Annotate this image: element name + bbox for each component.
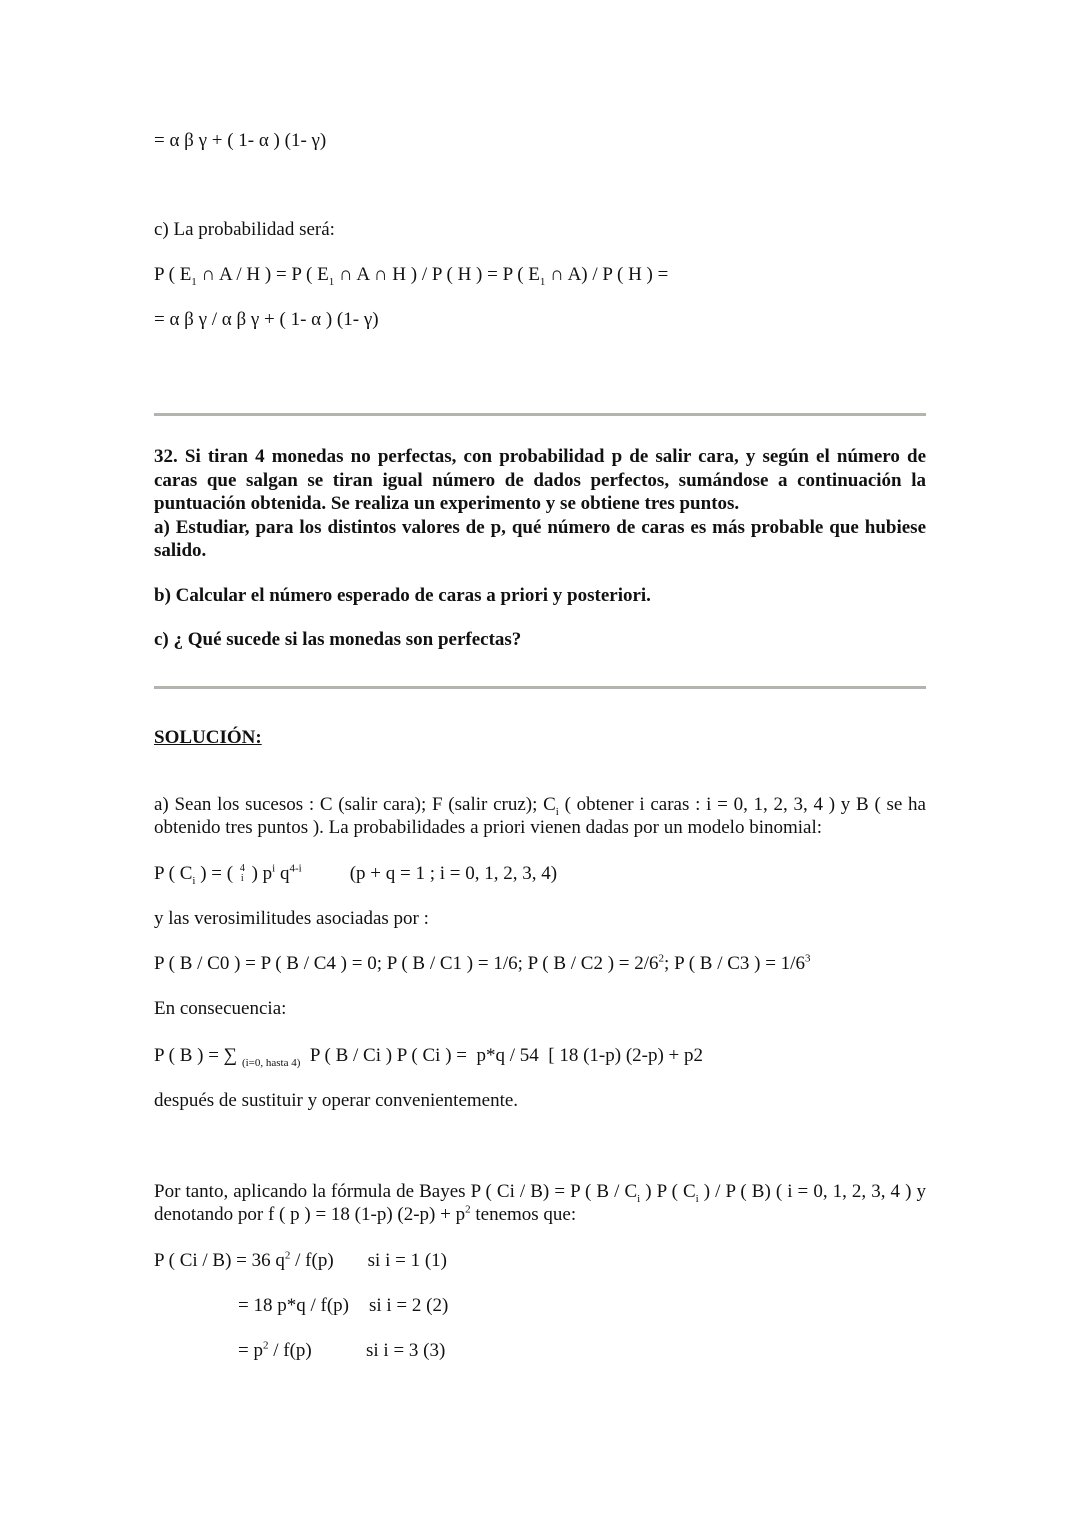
divider	[154, 413, 926, 416]
likelihood-values: P ( B / C0 ) = P ( B / C4 ) = 0; P ( B / C1 ) = 1/6; P ( B / C2 ) = $2/6^2$; P ( B / C3 ) = $1/6^3$	[154, 952, 811, 974]
equation-line: = α β γ + ( 1- α ) (1- γ)	[154, 130, 327, 151]
prior-formula: P ( $C_i$ ) = ( 4 i ) $p^i$ $q^{4-i}$ (p + q = 1 ; i = 0, 1, 2, 3, 4)	[154, 862, 558, 887]
binomial-coefficient: 4 i	[239, 863, 245, 885]
solution-heading: SOLUCIÓN:	[154, 726, 262, 748]
solution-a-intro: a) Sean los sucesos : C (salir cara); F (salir cruz); $C_i$ ( obtener i caras : i = 0, 1, 2, 3, 4 ) y B ( se ha obtenido tres puntos ). La probabilidades a priori vienen dadas por un modelo binomial:	[154, 793, 926, 838]
likelihood-intro: y las verosimilitudes asociadas por :	[154, 907, 429, 929]
conditional-probability-equation: P ( $E_1$ ∩ A / H ) = P ( $E_1$ ∩ A ∩ H ) / P ( H ) = P ( $E_1$ ∩ A) / P ( H ) =	[154, 264, 669, 288]
problem-statement: 32. Si tiran 4 monedas no perfectas, con probabilidad p de salir cara, y según el número de caras que salgan se tiran igual número de dados perfectos, sumándose a continuación la puntuación obtenida. Se realiza un experimento y se obtiene tres puntos. a) Estudiar, para los distintos valores de p, qué número de caras es más probable que hubiese salido.	[154, 446, 926, 561]
part-c-intro: c) La probabilidad será:	[154, 219, 335, 240]
posterior-row: = 18 p*q / f(p) si i = 2 (2)	[238, 1294, 449, 1316]
posterior-row: = $p^2 / f(p)$ si i = 3 (3)	[238, 1339, 446, 1361]
consequence-label: En consecuencia:	[154, 997, 287, 1019]
equation-result: = α β γ / α β γ + ( 1- α ) (1- γ)	[154, 309, 379, 330]
posterior-row: P ( Ci / B) = 36 $q^2 / f(p)$ si i = 1 (1)	[154, 1249, 447, 1271]
problem-part-c: c) ¿ Qué sucede si las monedas son perfectas?	[154, 628, 522, 650]
substitution-note: después de sustituir y operar convenientemente.	[154, 1089, 519, 1111]
problem-part-b: b) Calcular el número esperado de caras a priori y posteriori.	[154, 584, 651, 606]
total-probability-formula: P ( B ) = ∑ $_{(i=0, hasta 4)}$ P ( B / Ci ) P ( Ci ) = p*q / 54 [ 18 (1-p) (2-p) + p2	[154, 1044, 704, 1069]
bayes-paragraph: Por tanto, aplicando la fórmula de Bayes P ( Ci / B) = P ( B / $C_i$ ) P ( $C_i$ ) / P ( B) ( i = 0, 1, 2, 3, 4 ) y denotando por f ( p ) = 18 (1-p) $(2-p) + p^2$ tenemos que:	[154, 1180, 926, 1225]
divider	[154, 686, 926, 689]
